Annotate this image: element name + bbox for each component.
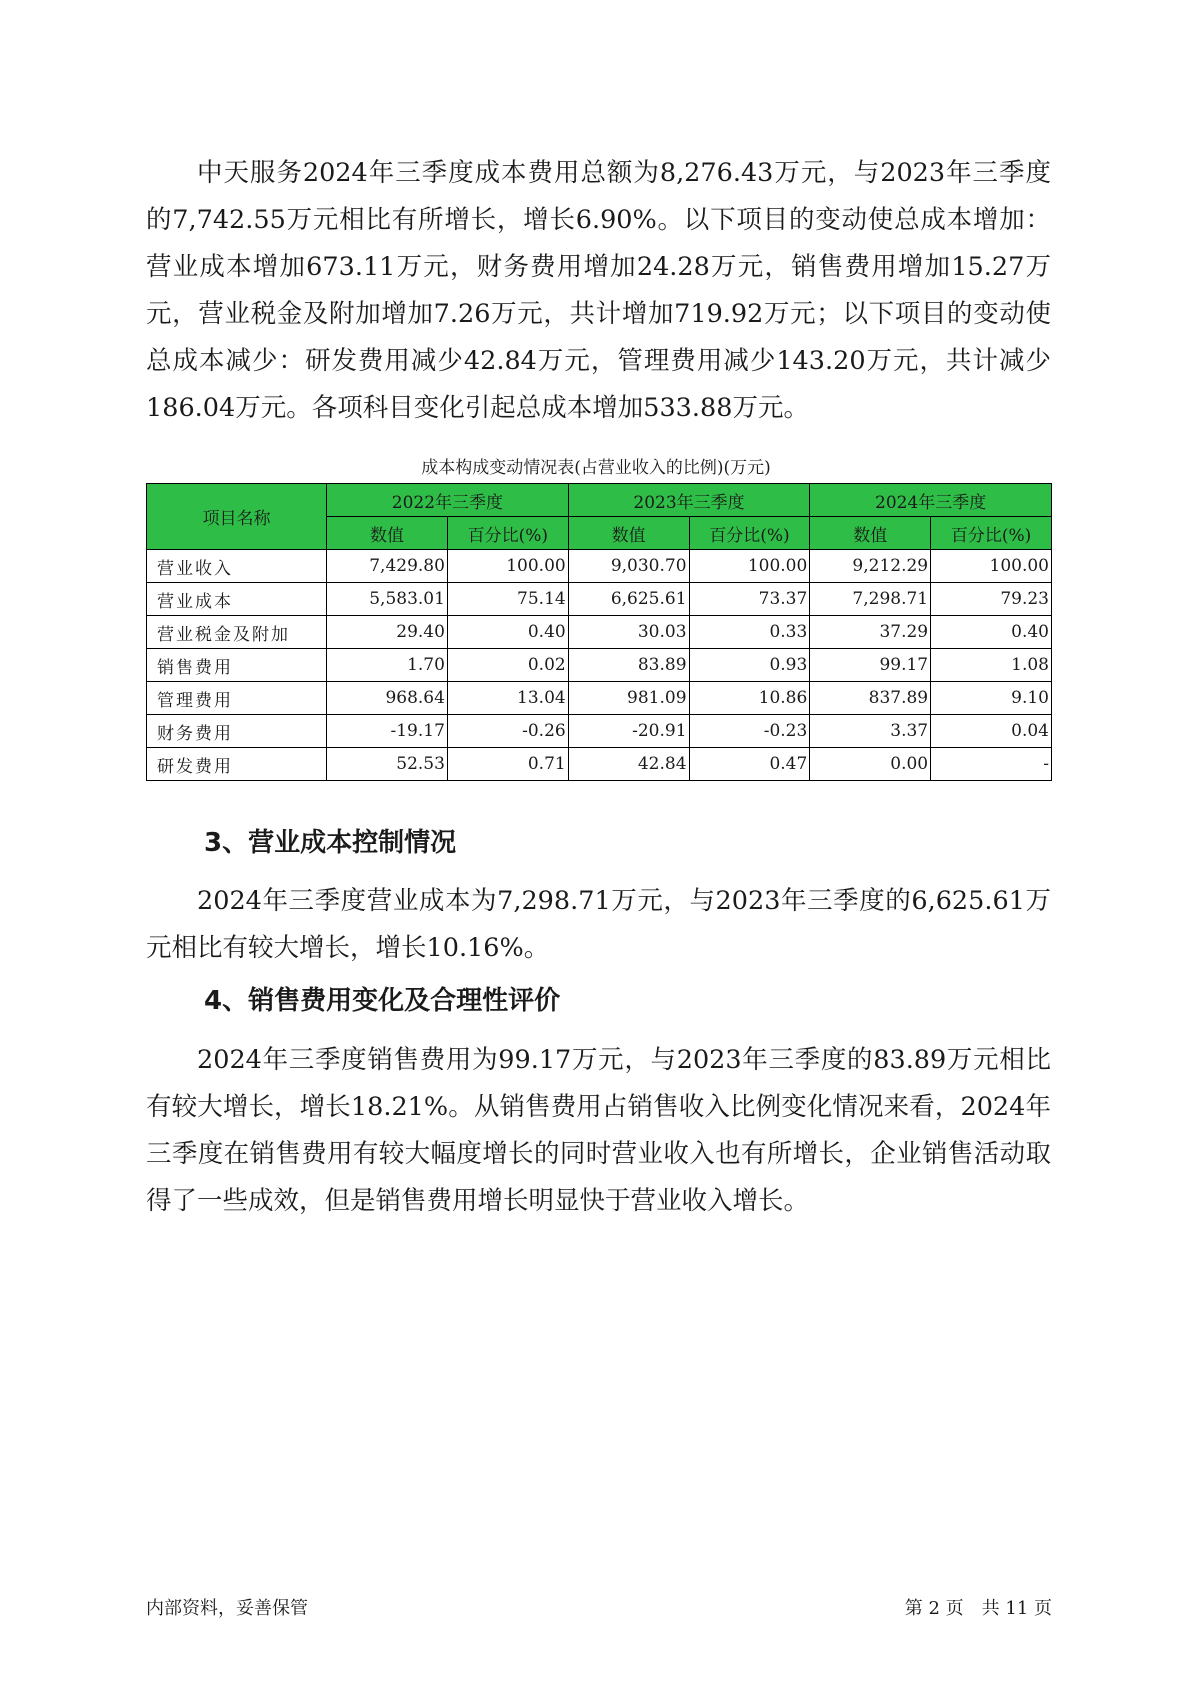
table-row — [147, 616, 1052, 649]
header-percent-2023: 百分比(%) — [689, 517, 810, 550]
cell-value: 99.17 — [810, 649, 931, 682]
cost-structure-table — [146, 483, 1052, 781]
row-name: 营业收入 — [147, 550, 327, 583]
cell-value: 981.09 — [568, 682, 689, 715]
header-value-2023: 数值 — [568, 517, 689, 550]
cell-percent: 1.08 — [931, 649, 1052, 682]
row-name: 营业成本 — [147, 583, 327, 616]
table-header-row-periods — [147, 484, 1052, 517]
cell-value: 9,212.29 — [810, 550, 931, 583]
header-period-2024: 2024年三季度 — [810, 484, 1052, 517]
cell-percent: 0.40 — [931, 616, 1052, 649]
table-row — [147, 550, 1052, 583]
footer-confidential-note: 内部资料，妥善保管 — [146, 1598, 308, 1619]
cell-percent: 0.33 — [689, 616, 810, 649]
section-heading-operating-cost: 3、营业成本控制情况 — [204, 828, 457, 858]
cell-value: 3.37 — [810, 715, 931, 748]
cell-percent: 0.04 — [931, 715, 1052, 748]
cell-percent: 100.00 — [689, 550, 810, 583]
row-name: 管理费用 — [147, 682, 327, 715]
cell-percent: -0.26 — [447, 715, 568, 748]
header-item-name: 项目名称 — [147, 484, 327, 550]
header-period-2022: 2022年三季度 — [327, 484, 569, 517]
cell-percent: 9.10 — [931, 682, 1052, 715]
cell-value: 1.70 — [327, 649, 448, 682]
table-caption: 成本构成变动情况表(占营业收入的比例)(万元) — [421, 458, 771, 478]
cell-value: 30.03 — [568, 616, 689, 649]
cell-value: 6,625.61 — [568, 583, 689, 616]
cell-percent: - — [931, 748, 1052, 781]
cell-percent: 0.71 — [447, 748, 568, 781]
header-period-2023: 2023年三季度 — [568, 484, 810, 517]
cell-percent: 79.23 — [931, 583, 1052, 616]
cell-percent: 10.86 — [689, 682, 810, 715]
cell-percent: 73.37 — [689, 583, 810, 616]
cell-percent: 75.14 — [447, 583, 568, 616]
cell-percent: 0.40 — [447, 616, 568, 649]
cell-value: 0.00 — [810, 748, 931, 781]
header-value-2024: 数值 — [810, 517, 931, 550]
row-name: 研发费用 — [147, 748, 327, 781]
cell-value: 9,030.70 — [568, 550, 689, 583]
table-row — [147, 583, 1052, 616]
cell-value: 7,429.80 — [327, 550, 448, 583]
cell-percent: -0.23 — [689, 715, 810, 748]
cell-value: 52.53 — [327, 748, 448, 781]
cell-value: 837.89 — [810, 682, 931, 715]
row-name: 财务费用 — [147, 715, 327, 748]
row-name: 营业税金及附加 — [147, 616, 327, 649]
cell-value: 5,583.01 — [327, 583, 448, 616]
cell-value: 29.40 — [327, 616, 448, 649]
table-row — [147, 715, 1052, 748]
cell-value: -19.17 — [327, 715, 448, 748]
table-row — [147, 748, 1052, 781]
table-row — [147, 649, 1052, 682]
cell-value: 968.64 — [327, 682, 448, 715]
section-heading-sales-expense: 4、销售费用变化及合理性评价 — [204, 986, 561, 1016]
cell-value: 37.29 — [810, 616, 931, 649]
cell-value: 42.84 — [568, 748, 689, 781]
row-name: 销售费用 — [147, 649, 327, 682]
header-percent-2022: 百分比(%) — [447, 517, 568, 550]
table-row — [147, 682, 1052, 715]
cell-percent: 100.00 — [447, 550, 568, 583]
cell-value: 7,298.71 — [810, 583, 931, 616]
cell-value: -20.91 — [568, 715, 689, 748]
paragraph-sales-expense: 2024年三季度销售费用为99.17万元，与2023年三季度的83.89万元相比有较大增长，增长18.21%。从销售费用占销售收入比例变化情况来看，2024年三季度在销售费用有较大幅度增长的同时营业收入也有所增长，企业销售活动取得了一些成效，但是销售费用增长明显快于营业收入增长。 — [146, 1045, 1051, 1216]
cell-percent: 0.93 — [689, 649, 810, 682]
cell-percent: 13.04 — [447, 682, 568, 715]
paragraph-cost-summary: 中天服务2024年三季度成本费用总额为8,276.43万元，与2023年三季度的7,742.55万元相比有所增长，增长6.90%。以下项目的变动使总成本增加：营业成本增加673.11万元，财务费用增加24.28万元，销售费用增加15.27万元，营业税金及附加增加7.26万元，共计增加719.92万元；以下项目的变动使总成本减少：研发费用减少42.84万元，管理费用减少143.20万元，共计减少186.04万元。各项科目变化引起总成本增加533.88万元。 — [146, 158, 1051, 423]
cell-percent: 100.00 — [931, 550, 1052, 583]
header-percent-2024: 百分比(%) — [931, 517, 1052, 550]
paragraph-operating-cost: 2024年三季度营业成本为7,298.71万元，与2023年三季度的6,625.61万元相比有较大增长，增长10.16%。 — [146, 886, 1051, 963]
cell-percent: 0.47 — [689, 748, 810, 781]
header-value-2022: 数值 — [327, 517, 448, 550]
cell-percent: 0.02 — [447, 649, 568, 682]
footer-page-number: 第 2 页 共 11 页 — [904, 1598, 1052, 1619]
cell-value: 83.89 — [568, 649, 689, 682]
